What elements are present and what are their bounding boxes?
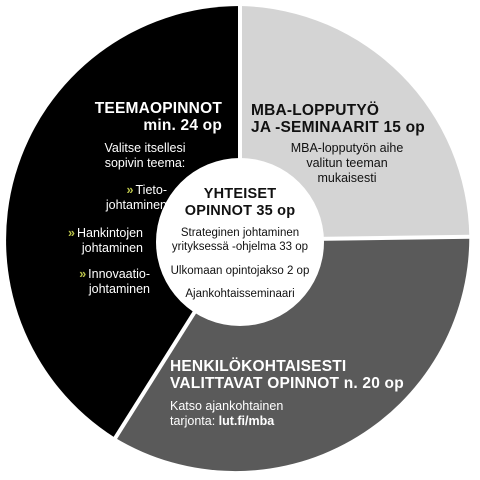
theme-option-innovation: » Innovaatio- johtaminen	[79, 267, 150, 296]
chevron-right-icon: »	[68, 226, 75, 240]
core-item-strategy: Strateginen johtaminen yrityksessä -ohjelma 33 op	[171, 227, 309, 253]
core-title: YHTEISET OPINNOT 35 op	[184, 186, 296, 219]
thesis-title: MBA-LOPPUTYÖ JA -SEMINAARIT 15 op	[251, 102, 425, 136]
theme-option-knowledge: » Tieto- johtaminen	[105, 183, 167, 212]
core-item-abroad: Ulkomaan opintojakso 2 op	[170, 265, 310, 277]
core-item-seminar: Ajankohtaisseminaari	[185, 288, 295, 300]
thesis-description: MBA-lopputyön aihe valitun teeman mukaisesti	[290, 141, 404, 185]
theme-option-procurement: » Hankintojen johtaminen	[68, 226, 143, 255]
personal-description: Katso ajankohtainen tarjonta: lut.fi/mba	[170, 399, 284, 428]
chevron-right-icon: »	[79, 267, 87, 281]
chevron-right-icon: »	[126, 183, 134, 197]
programme-link[interactable]: lut.fi/mba	[218, 414, 275, 428]
personal-title: HENKILÖKOHTAISESTI VALITTAVAT OPINNOT n. 20 op	[170, 358, 404, 392]
theme-intro: Valitse itsellesi sopivin teema:	[104, 141, 186, 170]
theme-title: TEEMAOPINNOT min. 24 op	[94, 100, 222, 134]
